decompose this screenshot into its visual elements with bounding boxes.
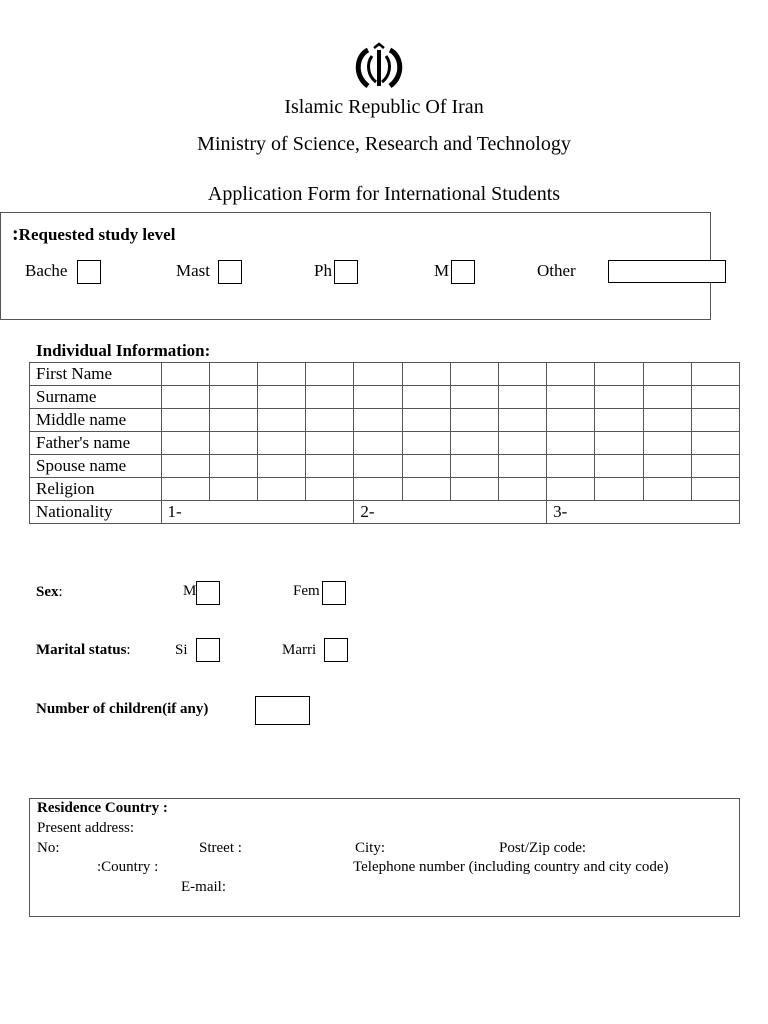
cell[interactable] <box>209 409 257 432</box>
form-title: Application Form for International Students <box>207 183 561 205</box>
cell[interactable] <box>402 363 450 386</box>
study-level-label: Requested study level <box>18 225 176 244</box>
table-row <box>30 386 740 409</box>
cell[interactable] <box>161 363 209 386</box>
cell[interactable] <box>354 409 402 432</box>
cell[interactable] <box>547 409 595 432</box>
ministry-title: Ministry of Science, Research and Technology <box>197 133 571 155</box>
cell[interactable] <box>354 363 402 386</box>
cell[interactable] <box>257 455 305 478</box>
cell[interactable] <box>643 363 691 386</box>
cell[interactable] <box>691 478 739 501</box>
cell[interactable] <box>691 432 739 455</box>
cell[interactable] <box>595 409 643 432</box>
cell[interactable] <box>547 432 595 455</box>
nationality-slot-3[interactable]: 3- <box>547 501 740 524</box>
street-label[interactable]: Street : <box>199 840 242 856</box>
cell[interactable] <box>643 455 691 478</box>
cell[interactable] <box>595 363 643 386</box>
cell[interactable] <box>498 432 546 455</box>
cell[interactable] <box>595 432 643 455</box>
cell[interactable] <box>402 455 450 478</box>
cell[interactable] <box>257 432 305 455</box>
cell[interactable] <box>161 386 209 409</box>
cell[interactable] <box>595 455 643 478</box>
cell[interactable] <box>257 478 305 501</box>
nationality-slot-2[interactable]: 2- <box>354 501 547 524</box>
sex-male-label: M <box>183 583 197 599</box>
option-m-label: M <box>434 261 450 280</box>
option-other-input[interactable] <box>608 260 726 283</box>
cell[interactable] <box>498 478 546 501</box>
cell[interactable] <box>691 409 739 432</box>
cell[interactable] <box>450 478 498 501</box>
cell[interactable] <box>402 478 450 501</box>
cell[interactable] <box>402 432 450 455</box>
country-title: Islamic Republic Of Iran <box>284 96 484 118</box>
cell[interactable] <box>257 363 305 386</box>
sex-label-group <box>36 584 63 601</box>
postcode-label[interactable]: Post/Zip code: <box>499 840 587 856</box>
individual-heading: Individual Information: <box>36 341 211 360</box>
marital-married-checkbox[interactable] <box>324 638 348 662</box>
table-row <box>30 363 740 386</box>
cell[interactable] <box>691 386 739 409</box>
cell[interactable] <box>595 478 643 501</box>
table-row-nationality <box>30 501 740 524</box>
option-phd-label: Ph <box>314 261 332 280</box>
marital-married-label: Marri <box>282 642 317 658</box>
cell[interactable] <box>306 478 354 501</box>
row-label-spouse-name: Spouse name <box>30 455 162 478</box>
cell[interactable] <box>306 386 354 409</box>
cell[interactable] <box>161 409 209 432</box>
row-label-first-name: First Name <box>30 363 162 386</box>
children-label: Number of children(if any) <box>36 701 209 717</box>
study-level-bullet: : <box>12 223 19 245</box>
cell[interactable] <box>643 386 691 409</box>
row-label-religion: Religion <box>30 478 162 501</box>
study-level-heading <box>12 223 175 246</box>
table-row <box>30 432 740 455</box>
cell[interactable] <box>257 409 305 432</box>
cell[interactable] <box>161 478 209 501</box>
cell[interactable] <box>450 409 498 432</box>
row-label-middle-name: Middle name <box>30 409 162 432</box>
children-count-input[interactable] <box>255 696 310 725</box>
marital-colon: : <box>126 642 131 658</box>
cell[interactable] <box>402 409 450 432</box>
country-label[interactable]: :Country : <box>97 859 159 875</box>
residence-section <box>29 798 740 917</box>
cell[interactable] <box>209 363 257 386</box>
iran-emblem-icon <box>348 42 410 90</box>
cell[interactable] <box>547 455 595 478</box>
sex-female-checkbox[interactable] <box>322 581 346 605</box>
present-address-label[interactable]: Present address: <box>37 820 135 836</box>
cell[interactable] <box>450 386 498 409</box>
cell[interactable] <box>402 386 450 409</box>
cell[interactable] <box>354 386 402 409</box>
cell[interactable] <box>643 478 691 501</box>
sex-colon: : <box>58 584 63 600</box>
cell[interactable] <box>643 409 691 432</box>
table-row <box>30 478 740 501</box>
cell[interactable] <box>498 386 546 409</box>
option-other-label: Other <box>537 261 576 280</box>
sex-label: Sex <box>36 584 59 600</box>
cell[interactable] <box>209 432 257 455</box>
cell[interactable] <box>209 478 257 501</box>
row-label-surname: Surname <box>30 386 162 409</box>
individual-info-table <box>29 362 740 524</box>
option-m-checkbox[interactable] <box>451 260 475 284</box>
sex-male-checkbox[interactable] <box>196 581 220 605</box>
cell[interactable] <box>306 409 354 432</box>
sex-female-label: Fem <box>293 583 320 599</box>
city-label[interactable]: City: <box>355 840 386 856</box>
option-bachelor-checkbox[interactable] <box>77 260 101 284</box>
cell[interactable] <box>209 386 257 409</box>
cell[interactable] <box>498 363 546 386</box>
table-row <box>30 409 740 432</box>
address-no-label[interactable]: No: <box>37 840 60 856</box>
telephone-label[interactable]: Telephone number (including country and city code) <box>353 859 669 875</box>
cell[interactable] <box>161 455 209 478</box>
email-label[interactable]: E-mail: <box>181 879 226 895</box>
row-label-nationality: Nationality <box>30 501 162 524</box>
cell[interactable] <box>354 432 402 455</box>
cell[interactable] <box>691 455 739 478</box>
cell[interactable] <box>643 432 691 455</box>
cell[interactable] <box>691 363 739 386</box>
cell[interactable] <box>547 386 595 409</box>
option-bachelor-label: Bache <box>25 261 68 280</box>
marital-single-label: Si <box>175 642 188 658</box>
cell[interactable] <box>595 386 643 409</box>
option-master-checkbox[interactable] <box>218 260 242 284</box>
marital-label-group <box>36 642 131 659</box>
option-master-label: Mast <box>176 261 210 280</box>
cell[interactable] <box>257 386 305 409</box>
cell[interactable] <box>498 409 546 432</box>
cell[interactable] <box>498 455 546 478</box>
marital-label: Marital status <box>36 642 127 658</box>
cell[interactable] <box>547 363 595 386</box>
nationality-slot-1[interactable]: 1- <box>161 501 354 524</box>
cell[interactable] <box>209 455 257 478</box>
cell[interactable] <box>306 455 354 478</box>
row-label-fathers-name: Father's name <box>30 432 162 455</box>
cell[interactable] <box>161 432 209 455</box>
marital-single-checkbox[interactable] <box>196 638 220 662</box>
cell[interactable] <box>547 478 595 501</box>
cell[interactable] <box>450 455 498 478</box>
option-phd-checkbox[interactable] <box>334 260 358 284</box>
cell[interactable] <box>354 455 402 478</box>
cell[interactable] <box>306 363 354 386</box>
cell[interactable] <box>450 363 498 386</box>
table-row <box>30 455 740 478</box>
cell[interactable] <box>354 478 402 501</box>
cell[interactable] <box>306 432 354 455</box>
cell[interactable] <box>450 432 498 455</box>
residence-heading: Residence Country : <box>37 800 168 816</box>
